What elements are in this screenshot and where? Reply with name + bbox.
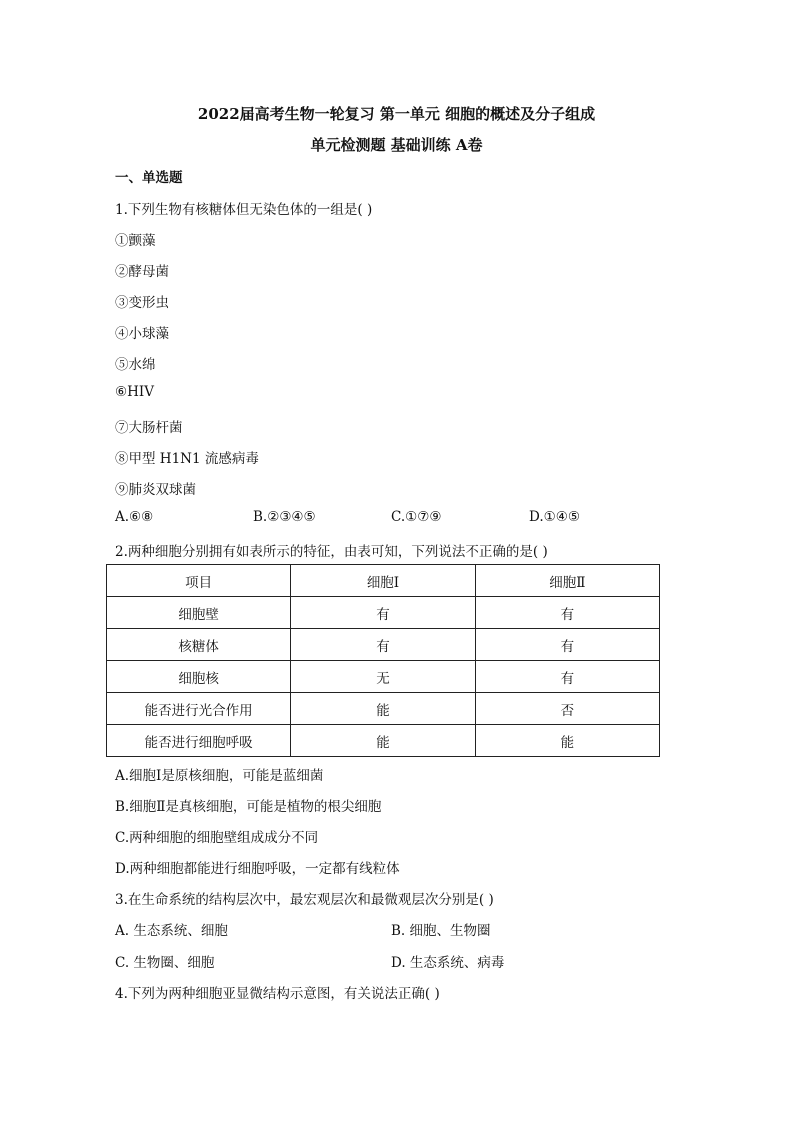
table-header-row bbox=[107, 565, 660, 597]
q1-item: ⑥HIV bbox=[115, 384, 154, 400]
q1-item: ①颤藻 bbox=[115, 233, 156, 249]
q3-stem: 3.在生命系统的结构层次中，最宏观层次和最微观层次分别是( ) bbox=[115, 892, 494, 908]
table-cell: 有 bbox=[475, 629, 659, 661]
q3-option-a: A. 生态系统、细胞 bbox=[115, 923, 228, 939]
table-cell: 能 bbox=[291, 693, 475, 725]
table-row bbox=[107, 661, 660, 693]
q1-item: ⑨肺炎双球菌 bbox=[115, 482, 196, 498]
table-row bbox=[107, 629, 660, 661]
table-cell: 能否进行细胞呼吸 bbox=[107, 725, 291, 757]
q4-stem: 4.下列为两种细胞亚显微结构示意图，有关说法正确( ) bbox=[115, 986, 440, 1002]
q3-option-b: B. 细胞、生物圈 bbox=[391, 923, 491, 939]
q3-option-c: C. 生物圈、细胞 bbox=[115, 955, 215, 971]
table-cell: 有 bbox=[475, 597, 659, 629]
table-cell: 能 bbox=[291, 725, 475, 757]
q1-stem: 1.下列生物有核糖体但无染色体的一组是( ) bbox=[115, 202, 373, 218]
q1-item: ③变形虫 bbox=[115, 295, 169, 311]
table-cell: 能否进行光合作用 bbox=[107, 693, 291, 725]
q1-option-a: A.⑥⑧ bbox=[115, 509, 154, 525]
q1-item: ⑦大肠杆菌 bbox=[115, 420, 183, 436]
q1-option-d: D.①④⑤ bbox=[529, 509, 580, 525]
q1-item: ④小球藻 bbox=[115, 326, 169, 342]
q1-item: ⑤水绵 bbox=[115, 357, 156, 373]
section-heading: 一、单选题 bbox=[115, 170, 183, 186]
q2-option-b: B.细胞Ⅱ是真核细胞，可能是植物的根尖细胞 bbox=[115, 799, 382, 815]
q1-item: ②酵母菌 bbox=[115, 264, 169, 280]
table-row bbox=[107, 597, 660, 629]
table-cell: 细胞核 bbox=[107, 661, 291, 693]
table-cell: 有 bbox=[291, 629, 475, 661]
q2-option-d: D.两种细胞都能进行细胞呼吸，一定都有线粒体 bbox=[115, 861, 400, 877]
table-cell: 核糖体 bbox=[107, 629, 291, 661]
table-cell: 细胞壁 bbox=[107, 597, 291, 629]
table-header-cell: 项目 bbox=[107, 565, 291, 597]
table-header-cell: 细胞Ⅰ bbox=[291, 565, 475, 597]
q2-stem: 2.两种细胞分别拥有如表所示的特征，由表可知，下列说法不正确的是( ) bbox=[115, 544, 548, 560]
q2-option-c: C.两种细胞的细胞壁组成成分不同 bbox=[115, 830, 319, 846]
table-cell: 有 bbox=[475, 661, 659, 693]
q2-option-a: A.细胞Ⅰ是原核细胞，可能是蓝细菌 bbox=[115, 768, 324, 784]
cell-feature-table bbox=[106, 564, 660, 757]
q1-option-b: B.②③④⑤ bbox=[253, 509, 316, 525]
q1-item: ⑧甲型 H1N1 流感病毒 bbox=[115, 451, 259, 467]
table-row bbox=[107, 725, 660, 757]
table-cell: 能 bbox=[475, 725, 659, 757]
table-cell: 有 bbox=[291, 597, 475, 629]
q1-option-c: C.①⑦⑨ bbox=[391, 509, 442, 525]
document-title-line1: 2022届高考生物一轮复习 第一单元 细胞的概述及分子组成 bbox=[197, 105, 596, 123]
table-cell: 无 bbox=[291, 661, 475, 693]
table-header-cell: 细胞Ⅱ bbox=[475, 565, 659, 597]
table-row bbox=[107, 693, 660, 725]
document-title-line2: 单元检测题 基础训练 A卷 bbox=[310, 136, 483, 154]
table-cell: 否 bbox=[475, 693, 659, 725]
q3-option-d: D. 生态系统、病毒 bbox=[391, 955, 505, 971]
